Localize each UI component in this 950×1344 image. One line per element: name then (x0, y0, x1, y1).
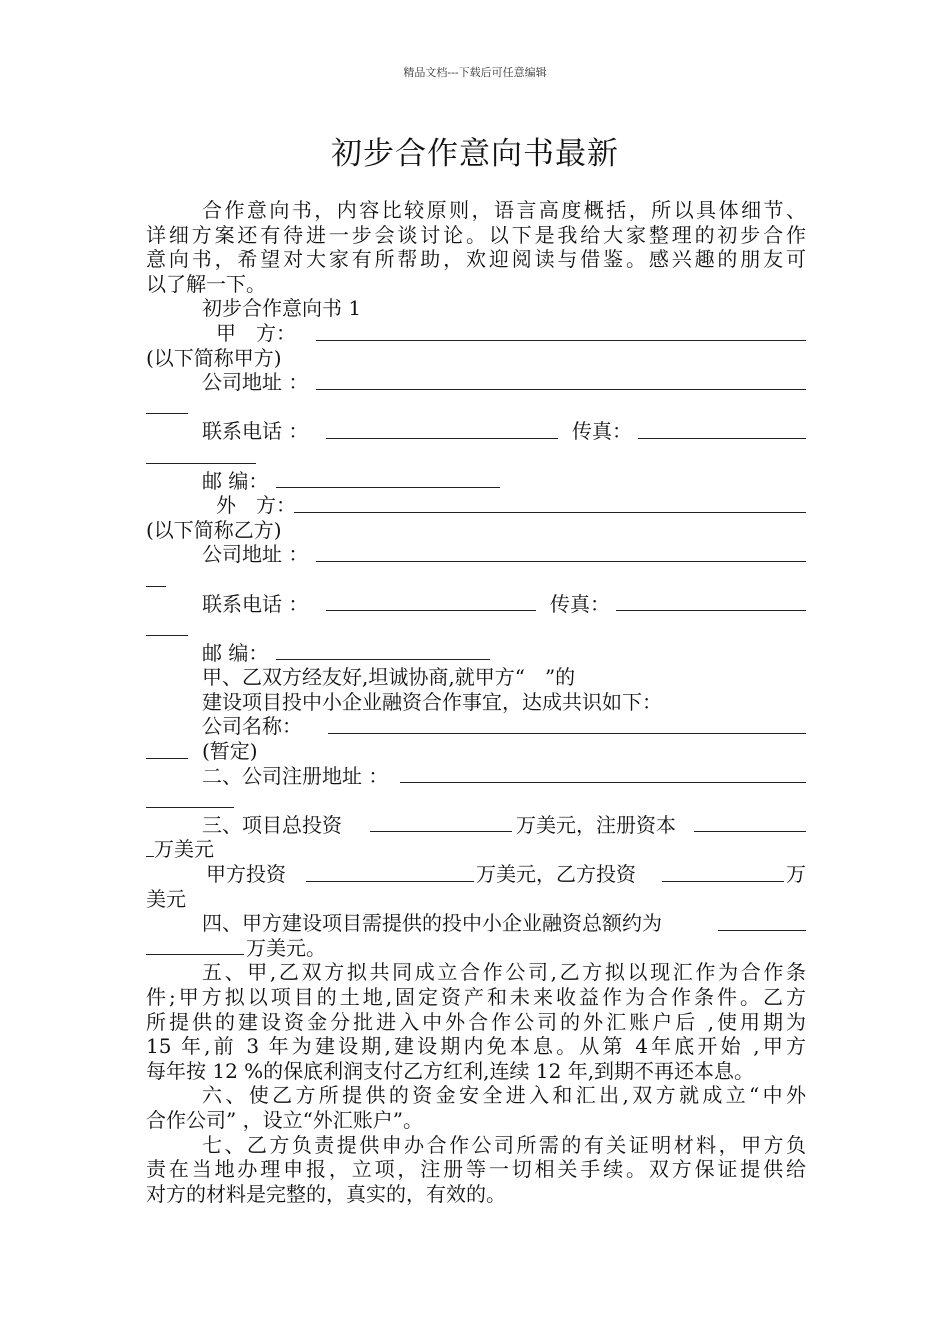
agreement-line: 甲、乙双方经友好,坦诚协商,就甲方“ ”的 (202, 665, 576, 690)
item6-line: 合作公司” ，设立“外汇账户”。 (146, 1107, 424, 1132)
party-a-phone-label: 联系电话 ： (202, 419, 309, 444)
item2-blank-cont[interactable] (146, 807, 234, 808)
item5-line: 15 年,前 3 年为建设期,建设期内免本息。从第 4年底开始 ,甲方 (146, 1034, 806, 1059)
party-b-zip-blank[interactable] (276, 659, 490, 660)
party-a-fax-label: 传真： (572, 419, 632, 444)
party-b-address-cont (146, 567, 806, 592)
party-b-zip-label: 邮 编： (202, 640, 269, 665)
tentative-note: (暂定) (202, 739, 258, 764)
item4-blank-cont[interactable] (146, 954, 244, 955)
party-b-address-blank[interactable] (316, 561, 806, 562)
b-invest-unit: 万 (786, 862, 806, 887)
party-b-row (146, 493, 806, 518)
party-b-fax-blank-cont[interactable] (146, 635, 188, 636)
party-b-phone-label: 联系电话 ： (202, 591, 309, 616)
item5-line: 所提供的建设资金分批进入中外合作公司的外汇账户后 ,使用期为 (146, 1009, 806, 1034)
party-a-zip-row (146, 469, 806, 494)
party-b-fax-label: 传真： (550, 591, 610, 616)
item4-label: 四、甲方建设项目需提供的投中小企业融资总额约为 (202, 911, 662, 936)
party-a-row (146, 321, 806, 346)
item4-unit: 万美元。 (246, 935, 326, 960)
item3-capital-blank-cont[interactable] (146, 856, 154, 857)
intro-line: 以了解一下。 (146, 271, 266, 296)
party-a-fax-blank[interactable] (638, 438, 806, 439)
a-invest-unit: 万美元，乙方投资 (476, 862, 636, 887)
party-a-address-blank-cont[interactable] (146, 413, 188, 414)
item2-blank[interactable] (400, 782, 806, 783)
party-a-phone-blank[interactable] (326, 438, 558, 439)
party-a-phone-row (146, 419, 806, 444)
party-a-fax-blank-cont[interactable] (146, 463, 256, 464)
intro-line: 意向书，希望对大家有所帮助，欢迎阅读与借鉴。感兴趣的朋友可 (146, 247, 806, 272)
party-a-label: 甲 方： (216, 320, 296, 345)
a-invest-blank[interactable] (306, 881, 474, 882)
party-a-address-blank[interactable] (316, 389, 806, 390)
doc-subtitle: 初步合作意向书 1 (202, 296, 362, 321)
item3-cont-unit: 万美元 (154, 837, 214, 862)
item3-label: 三、项目总投资 (202, 812, 342, 837)
item2-cont (146, 788, 806, 813)
b-invest-blank[interactable] (662, 881, 784, 882)
party-a-address-cont (146, 395, 806, 420)
page-title: 初步合作意向书最新 (331, 136, 619, 172)
document-body (146, 198, 806, 1206)
party-b-label: 外 方： (216, 493, 296, 518)
page-header: 精品文档---下载后可任意编辑 (403, 66, 547, 79)
item7-line: 七、乙方负责提供申办合作公司所需的有关证明材料，甲方负 (202, 1132, 806, 1157)
party-b-note: (以下简称乙方) (146, 517, 282, 542)
party-b-fax-cont (146, 616, 806, 641)
party-b-phone-row (146, 592, 806, 617)
party-b-address-row (146, 542, 806, 567)
party-b-fax-blank[interactable] (616, 610, 806, 611)
item5-line: 件;甲方拟以项目的土地,固定资产和未来收益作为合作条件。乙方 (146, 985, 806, 1009)
party-a-zip-label: 邮 编： (202, 468, 269, 493)
item6-line: 六、使乙方所提供的资金安全进入和汇出,双方就成立“中外 (202, 1083, 806, 1108)
item5-line: 每年按 12 %的保底利润支付乙方红利,连续 12 年,到期不再还本息。 (146, 1058, 755, 1083)
item2-label: 二、公司注册地址 ： (202, 763, 389, 788)
item5-line: 五、甲,乙双方拟共同成立合作公司,乙方拟以现汇作为合作条 (202, 960, 806, 985)
a-invest-label: 甲方投资 (206, 862, 286, 887)
party-b-address-label: 公司地址 ： (202, 542, 309, 567)
party-b-blank[interactable] (294, 512, 806, 513)
intro-line: 合作意向书，内容比较原则，语言高度概括，所以具体细节、 (202, 198, 806, 222)
item7-line: 责在当地办理申报，立项，注册等一切相关手续。双方保证提供给 (146, 1157, 806, 1182)
invest-row (146, 862, 806, 887)
party-a-blank[interactable] (316, 340, 806, 341)
company-name-label: 公司名称： (202, 714, 302, 739)
company-name-blank[interactable] (328, 733, 806, 734)
item3-total-blank[interactable] (370, 831, 512, 832)
company-name-cont (146, 739, 806, 764)
party-b-phone-blank[interactable] (326, 610, 536, 611)
company-name-blank-cont[interactable] (146, 758, 188, 759)
item4-cont (146, 936, 806, 961)
party-a-zip-blank[interactable] (276, 487, 500, 488)
party-a-address-row (146, 370, 806, 395)
intro-line: 详细方案还有待进一步会谈讨论。以下是我给大家整理的初步合作 (146, 222, 806, 247)
item3-unit: 万美元，注册资本 (516, 812, 676, 837)
party-a-fax-cont (146, 444, 806, 469)
item3-cont (146, 837, 806, 862)
item3-row (146, 813, 806, 838)
item2-row (146, 764, 806, 789)
item4-blank[interactable] (718, 930, 806, 931)
party-a-note: (以下简称甲方) (146, 345, 282, 370)
party-b-zip-row (146, 641, 806, 666)
company-name-row (146, 714, 806, 739)
item7-line: 对方的材料是完整的，真实的，有效的。 (146, 1181, 506, 1206)
party-a-address-label: 公司地址 ： (202, 370, 309, 395)
agreement-line: 建设项目投中小企业融资合作事宜，达成共识如下： (202, 689, 662, 714)
b-invest-unit-cont: 美元 (146, 886, 186, 911)
party-b-address-blank-cont[interactable] (146, 586, 166, 587)
item4-row (146, 911, 806, 936)
item3-capital-blank[interactable] (694, 831, 806, 832)
